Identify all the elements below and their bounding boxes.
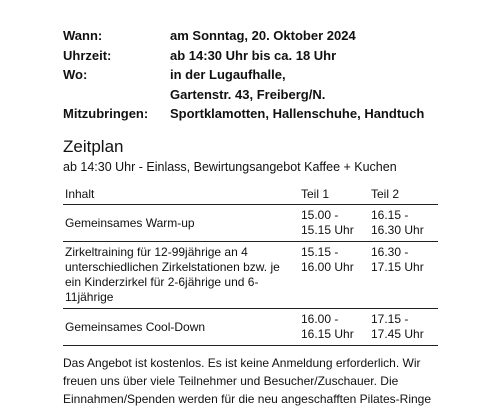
column-header-content: Inhalt	[63, 185, 299, 205]
info-label: Mitzubringen:	[63, 106, 149, 121]
info-value: Gartenstr. 43, Freiberg/N.	[170, 86, 326, 102]
column-header-part2: Teil 2	[369, 185, 438, 205]
schedule-subtitle: ab 14:30 Uhr - Einlass, Bewirtungsangebot Kaffee + Kuchen	[63, 160, 397, 174]
task-cell: Gemeinsames Warm-up	[65, 215, 195, 230]
table-row	[63, 205, 438, 242]
part1-time-cell: 15.15 - 16.00 Uhr	[301, 245, 354, 274]
info-row-address	[63, 85, 424, 105]
footer-paragraph: Das Angebot ist kostenlos. Es ist keine Anmeldung erforderlich. Wir freuen uns über viele Teilnehmer und Besucher/Zuschauer. Die Einnahmen/Spenden werden für die neu angeschafften Pilates-Ringe	[63, 356, 432, 406]
table-row	[63, 309, 438, 346]
info-row-time	[63, 46, 424, 66]
info-label: Wann:	[63, 28, 103, 43]
event-info	[63, 26, 424, 124]
part2-time-cell: 16.30 - 17.15 Uhr	[371, 245, 424, 274]
info-label: Uhrzeit:	[63, 47, 112, 63]
part2-time-cell: 17.15 - 17.45 Uhr	[371, 312, 424, 341]
part1-time-cell: 16.00 - 16.15 Uhr	[301, 312, 354, 341]
table-row	[63, 242, 438, 309]
part2-time-cell: 16.15 - 16.30 Uhr	[371, 208, 424, 237]
info-label	[63, 85, 170, 105]
info-row-where	[63, 65, 424, 85]
column-header-part1: Teil 1	[299, 185, 369, 205]
task-cell: Gemeinsames Cool-Down	[65, 319, 206, 334]
info-value: ab 14:30 Uhr bis ca. 18 Uhr	[170, 47, 337, 63]
info-value: am Sonntag, 20. Oktober 2024	[170, 28, 356, 43]
info-row-bring	[63, 104, 424, 124]
info-label: Wo:	[63, 67, 88, 82]
info-value: in der Lugaufhalle,	[170, 67, 286, 82]
info-row-when	[63, 26, 424, 46]
task-cell: Zirkeltraining für 12-99jährige an 4 unterschiedlichen Zirkelstationen bzw. je ein Kinderzirkel für 2-6jährige und 6-11jährige	[65, 245, 280, 304]
info-value: Sportklamotten, Hallenschuhe, Handtuch	[170, 106, 425, 121]
schedule-table	[63, 185, 438, 346]
schedule-header-row	[63, 185, 438, 205]
part1-time-cell: 15.00 - 15.15 Uhr	[301, 208, 354, 237]
schedule-title: Zeitplan	[63, 137, 124, 156]
